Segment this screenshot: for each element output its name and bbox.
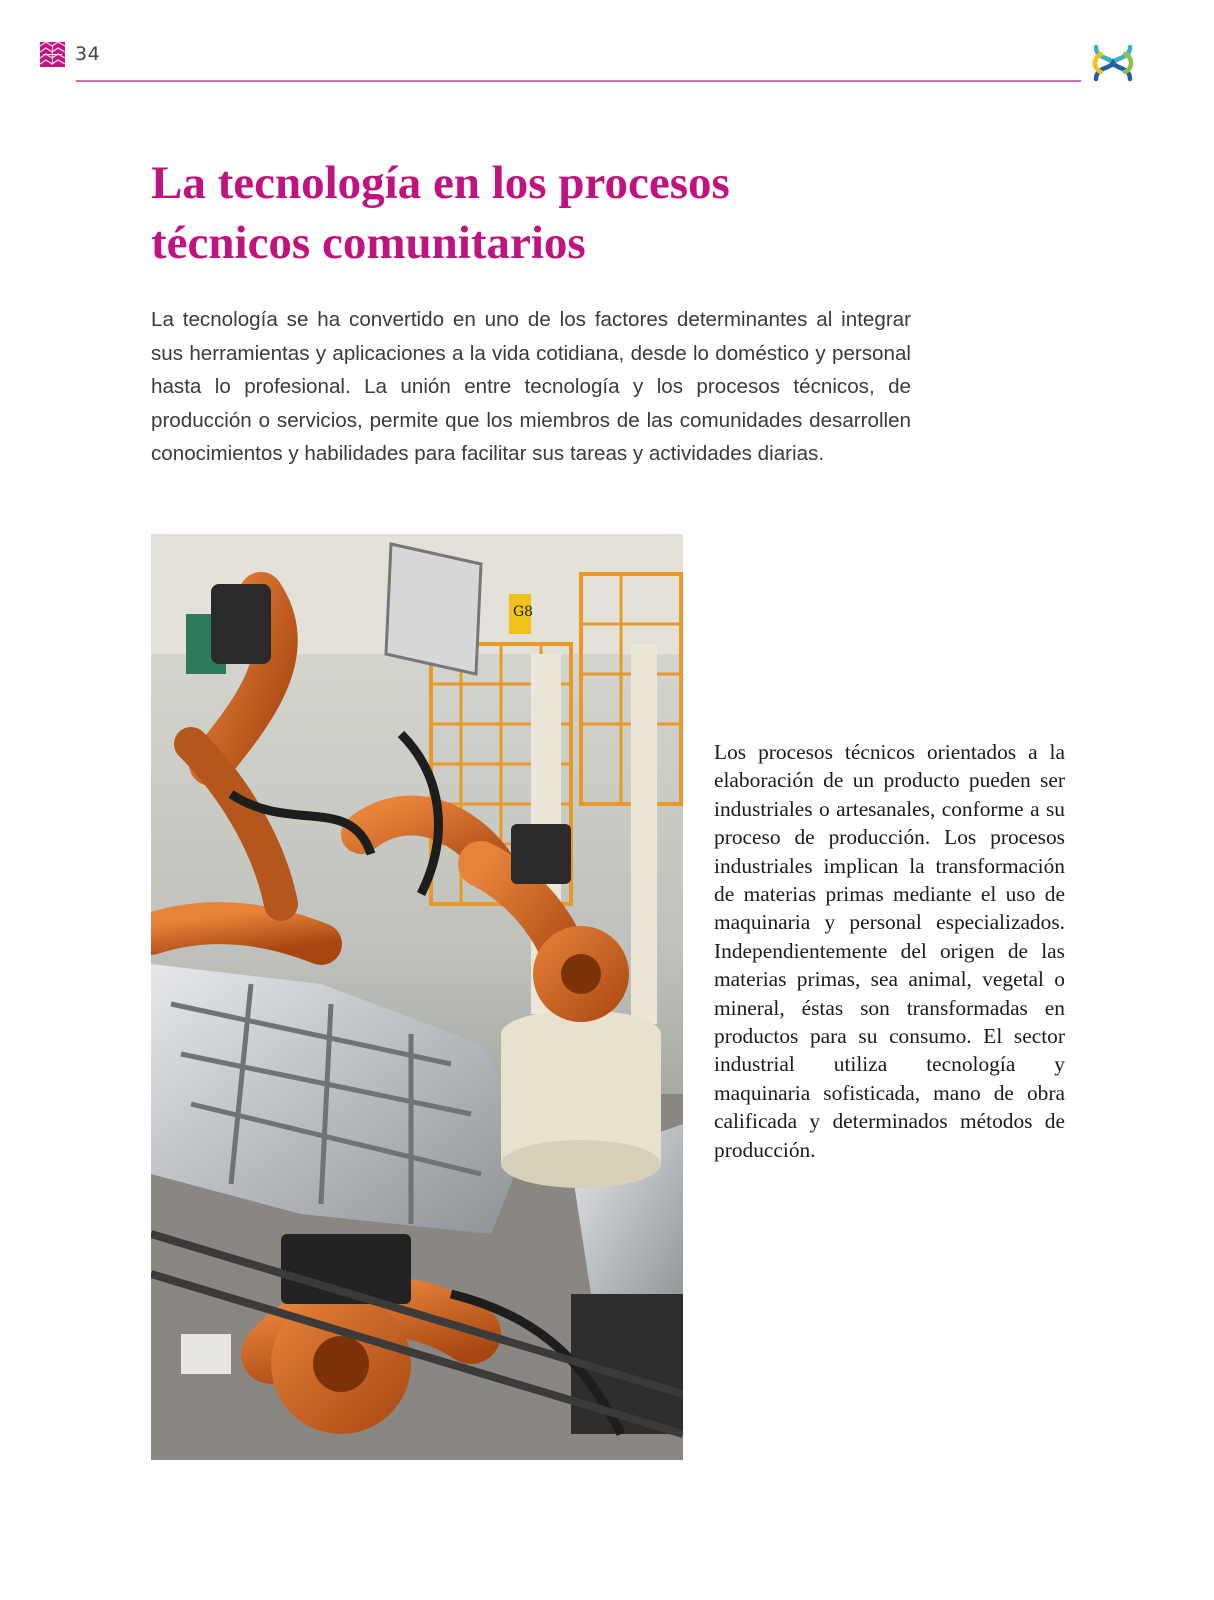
page-mark-pattern-icon [40, 42, 65, 67]
industrial-robot-assembly-line-photo [151, 534, 683, 1460]
page-title [151, 153, 931, 273]
title-line-1: La tecnología en los procesos [151, 157, 730, 209]
page-number: 34 [75, 43, 101, 65]
header-divider [76, 80, 1081, 82]
intro-paragraph: La tecnología se ha convertido en uno de los factores determinantes al integrar sus herramientas y aplicaciones a la vida cotidiana, desde lo doméstico y personal hasta lo profesional. La unión entre tecnología y los procesos técnicos, de producción o servicios, permite que los miembros de las comunidades desarrollen conocimientos y habilidades para facilitar sus tareas y actividades diarias. [151, 308, 911, 466]
community-knot-logo-icon [1090, 40, 1136, 86]
photo-sign-label: G8 [513, 604, 534, 620]
title-line-2: técnicos comunitarios [151, 217, 586, 269]
side-paragraph: Los procesos técnicos orientados a la elaboración de un producto pueden ser industriales o artesanales, conforme a su proceso de producción. Los procesos industriales implican la transformación de materias primas mediante el uso de maquinaria y personal especializados. Independientemente del origen de las materias primas, sea animal, vegetal o mineral, éstas son transformadas en productos para su consumo. El sector industrial utiliza tecnología y maquinaria sofisticada, mano de obra calificada y determinados métodos de producción. [714, 740, 1065, 1162]
